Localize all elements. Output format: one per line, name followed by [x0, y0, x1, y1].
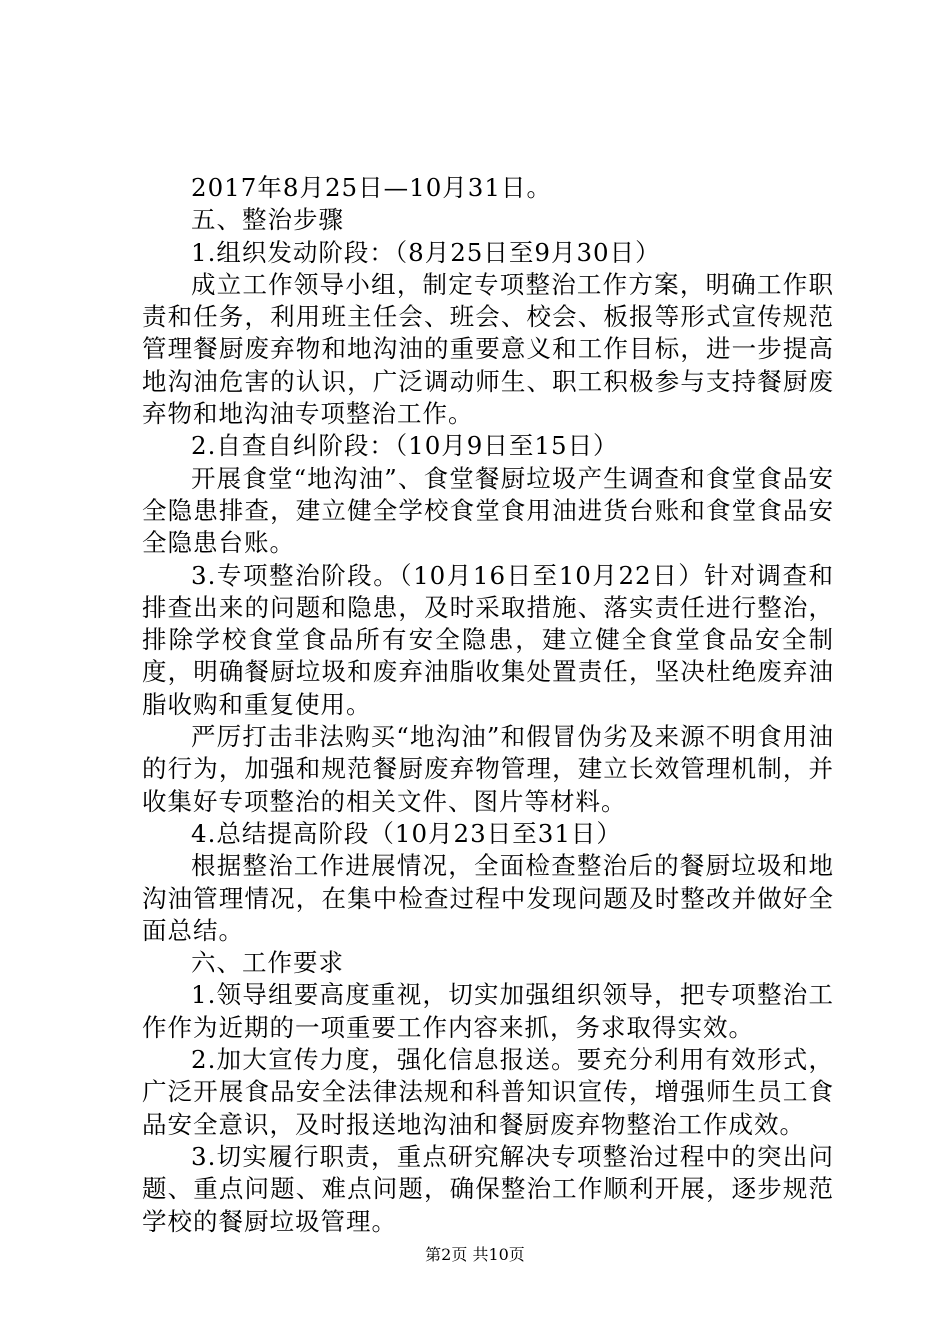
step-2-body: 开展食堂“地沟油”、食堂餐厨垃圾产生调查和食堂食品安全隐患排查，建立健全学校食堂食用油进货台账和食堂食品安全隐患台账。: [142, 463, 834, 558]
requirement-3: 3.切实履行职责，重点研究解决专项整治过程中的突出问题、重点问题、难点问题，确保整治工作顺利开展，逐步规范学校的餐厨垃圾管理。: [142, 1141, 834, 1236]
step-4-body: 根据整治工作进展情况，全面检查整治后的餐厨垃圾和地沟油管理情况，在集中检查过程中发现问题及时整改并做好全面总结。: [142, 851, 834, 945]
section-heading-steps: 五、整治步骤: [191, 205, 344, 235]
date-range-line: 2017年8月25日—10月31日。: [191, 173, 552, 202]
step-1-body: 成立工作领导小组，制定专项整治工作方案，明确工作职责和任务，利用班主任会、班会、校会、板报等形式宣传规范管理餐厨废弃物和地沟油的重要意义和工作目标，进一步提高地沟油危害的认识，广泛调动师生、职工积极参与支持餐厨废弃物和地沟油专项整治工作。: [142, 269, 834, 429]
step-3-body-continued: 严厉打击非法购买“地沟油”和假冒伪劣及来源不明食用油的行为，加强和规范餐厨废弃物管理，建立长效管理机制，并收集好专项整治的相关文件、图片等材料。: [142, 722, 834, 816]
section-heading-requirements: 六、工作要求: [191, 948, 344, 978]
step-3-body: 3.专项整治阶段。（10月16日至10月22日）针对调查和排查出来的问题和隐患，及时采取措施、落实责任进行整治，排除学校食堂食品所有安全隐患，建立健全食堂食品安全制度，明确餐厨垃圾和废弃油脂收集处置责任，坚决杜绝废弃油脂收购和重复使用。: [142, 560, 834, 719]
step-1-heading: 1.组织发动阶段：（8月25日至9月30日）: [191, 237, 661, 267]
document-body: [142, 172, 834, 1238]
requirement-1: 1.领导组要高度重视，切实加强组织领导，把专项整治工作作为近期的一项重要工作内容来抓，务求取得实效。: [142, 980, 834, 1042]
requirement-2: 2.加大宣传力度，强化信息报送。要充分利用有效形式，广泛开展食品安全法律法规和科普知识宣传，增强师生员工食品安全意识，及时报送地沟油和餐厨废弃物整治工作成效。: [142, 1045, 834, 1139]
step-2-heading: 2.自查自纠阶段：（10月9日至15日）: [191, 431, 619, 461]
step-4-heading: 4.总结提高阶段（10月23日至31日）: [191, 818, 622, 848]
page-number-footer: 第2页 共10页: [425, 1245, 525, 1264]
